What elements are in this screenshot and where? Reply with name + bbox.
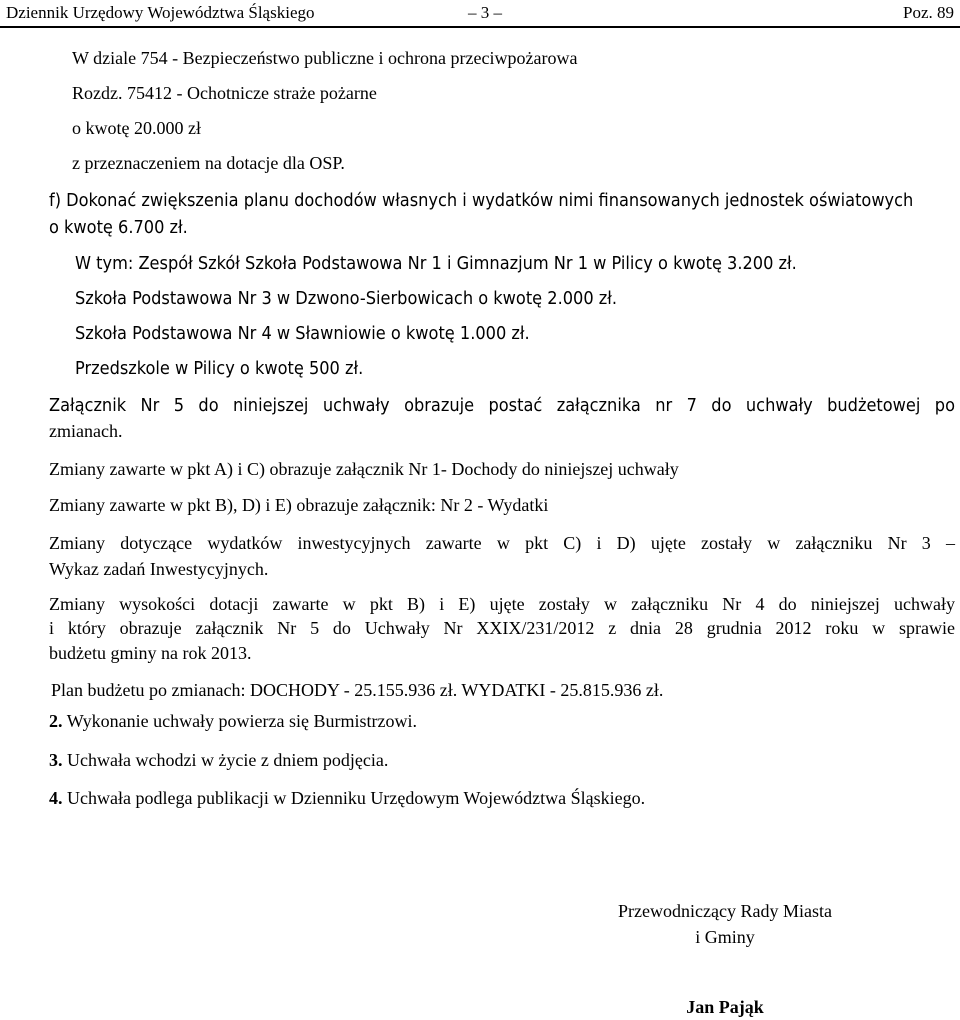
position-number: Poz. 89 <box>903 3 954 22</box>
header-rule <box>0 26 960 28</box>
signature-title-line2: i Gminy <box>695 927 755 947</box>
section-number: 4. <box>49 788 63 808</box>
text-line-purpose: z przeznaczeniem na dotacje dla OSP. <box>72 153 345 173</box>
subsidy-line2: i który obrazuje załącznik Nr 5 do Uchwały Nr XXIX/231/2012 z dnia 28 grudnia 2012 roku w sprawie <box>49 618 955 638</box>
page-header <box>0 0 960 26</box>
breakdown-line3: Szkoła Podstawowa Nr 4 w Sławniowie o kwotę 1.000 zł. <box>75 323 530 344</box>
changes-bde-line: Zmiany zawarte w pkt B), D) i E) obrazuje załącznik: Nr 2 - Wydatki <box>49 495 549 515</box>
section-text: Uchwała wchodzi w życie z dniem podjęcia. <box>67 750 389 770</box>
section-4 <box>49 787 645 809</box>
investment-line1: Zmiany dotyczące wydatków inwestycyjnych zawarte w pkt C) i D) ujęte zostały w załączniku Nr 3 – <box>49 533 955 553</box>
subsidy-line1: Zmiany wysokości dotacji zawarte w pkt B) i E) ujęte zostały w załączniku Nr 4 do niniejszej uchwały <box>49 594 955 614</box>
budget-plan-line: Plan budżetu po zmianach: DOCHODY - 25.155.936 zł. WYDATKI - 25.815.936 zł. <box>51 680 664 700</box>
changes-ac-line: Zmiany zawarte w pkt A) i C) obrazuje załącznik Nr 1- Dochody do niniejszej uchwały <box>49 459 679 479</box>
section-text: Uchwała podlega publikacji w Dzienniku Urzędowym Województwa Śląskiego. <box>67 788 646 808</box>
attachment5-line1: Załącznik Nr 5 do niniejszej uchwały obrazuje postać załącznika nr 7 do uchwały budżetowej po <box>49 395 955 416</box>
section-text: Wykonanie uchwały powierza się Burmistrzowi. <box>66 711 418 731</box>
item-f-line1: f) Dokonać zwiększenia planu dochodów własnych i wydatków nimi finansowanych jednostek oświatowych <box>49 190 914 211</box>
journal-title: Dziennik Urzędowy Województwa Śląskiego <box>6 3 315 22</box>
text-line-chapter: Rozdz. 75412 - Ochotnicze straże pożarne <box>72 83 377 103</box>
breakdown-line1: W tym: Zespół Szkół Szkoła Podstawowa Nr 1 i Gimnazjum Nr 1 w Pilicy o kwotę 3.200 zł. <box>75 253 797 274</box>
item-f-line2: o kwotę 6.700 zł. <box>49 217 188 238</box>
attachment5-line2: zmianach. <box>49 421 123 441</box>
section-number: 2. <box>49 711 63 731</box>
section-2 <box>49 710 417 732</box>
subsidy-line3: budżetu gminy na rok 2013. <box>49 643 252 663</box>
signatory-name: Jan Pająk <box>686 997 764 1017</box>
text-line-division: W dziale 754 - Bezpieczeństwo publiczne i ochrona przeciwpożarowa <box>72 48 578 68</box>
breakdown-line4: Przedszkole w Pilicy o kwotę 500 zł. <box>75 358 364 379</box>
signature-title <box>580 898 870 950</box>
investment-line2: Wykaz zadań Inwestycyjnych. <box>49 559 269 579</box>
signature-title-line1: Przewodniczący Rady Miasta <box>618 901 832 921</box>
section-3 <box>49 749 388 771</box>
page-number: – 3 – <box>468 3 502 22</box>
section-number: 3. <box>49 750 63 770</box>
text-line-amount: o kwotę 20.000 zł <box>72 118 201 138</box>
breakdown-line2: Szkoła Podstawowa Nr 3 w Dzwono-Sierbowicach o kwotę 2.000 zł. <box>75 288 617 309</box>
